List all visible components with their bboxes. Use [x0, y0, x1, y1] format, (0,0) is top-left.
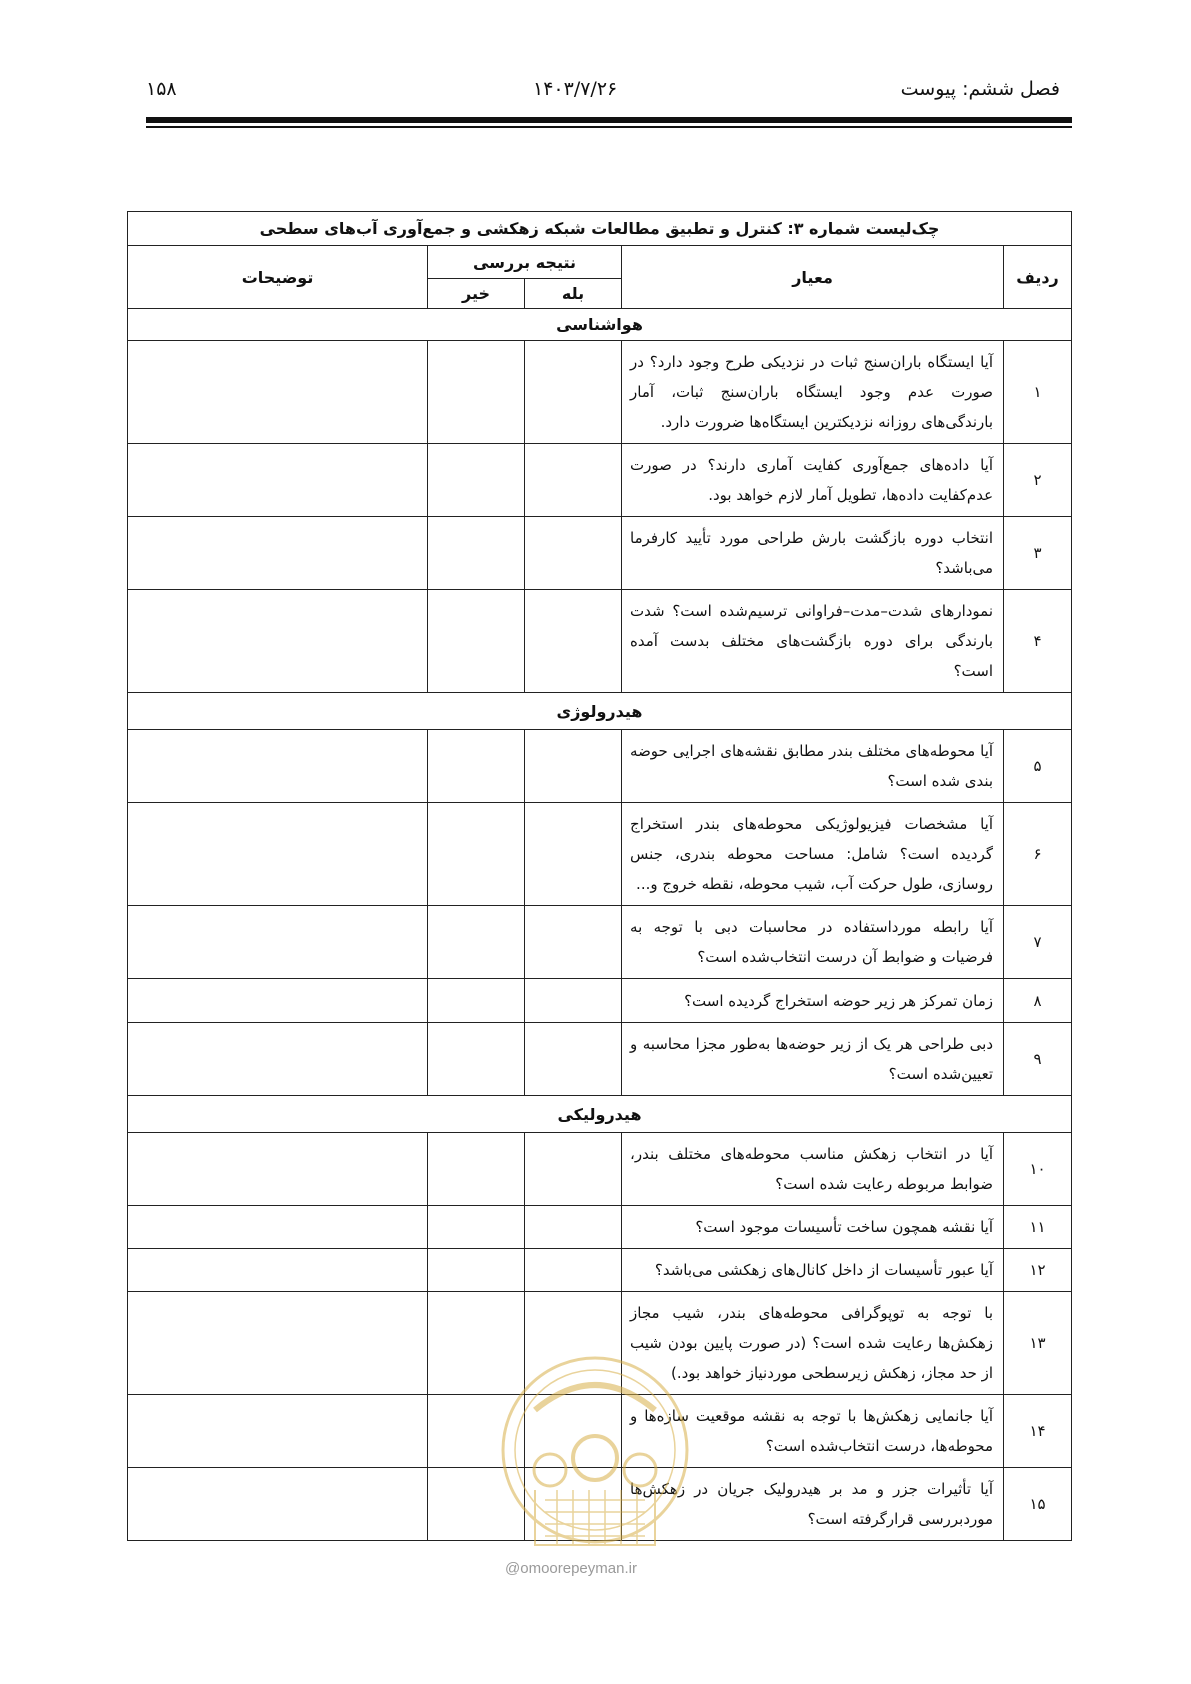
col-header-criteria: معیار — [622, 246, 1004, 309]
notes-cell[interactable] — [128, 590, 428, 693]
checklist-row — [128, 590, 1072, 693]
col-header-notes: توضیحات — [128, 246, 428, 309]
yes-checkbox-cell[interactable] — [525, 590, 622, 693]
page-number: ۱۵۸ — [146, 78, 177, 100]
row-number: ۱۱ — [1004, 1206, 1072, 1249]
page-header — [146, 78, 1060, 108]
notes-cell[interactable] — [128, 1468, 428, 1541]
row-number: ۳ — [1004, 517, 1072, 590]
row-number: ۱۴ — [1004, 1395, 1072, 1468]
header-rule-thin — [146, 126, 1072, 128]
notes-cell[interactable] — [128, 906, 428, 979]
no-checkbox-cell[interactable] — [428, 1206, 525, 1249]
checklist-row — [128, 1249, 1072, 1292]
row-number: ۶ — [1004, 803, 1072, 906]
col-header-result: نتیجه بررسی — [428, 246, 622, 279]
col-header-yes: بله — [525, 279, 622, 309]
notes-cell[interactable] — [128, 1206, 428, 1249]
no-checkbox-cell[interactable] — [428, 1133, 525, 1206]
yes-checkbox-cell[interactable] — [525, 341, 622, 444]
notes-cell[interactable] — [128, 341, 428, 444]
section-title: هیدرولیکی — [128, 1096, 1072, 1133]
section-title: هیدرولوژی — [128, 693, 1072, 730]
notes-cell[interactable] — [128, 1395, 428, 1468]
document-date: ۱۴۰۳/۷/۲۶ — [533, 78, 618, 100]
notes-cell[interactable] — [128, 1023, 428, 1096]
yes-checkbox-cell[interactable] — [525, 730, 622, 803]
checklist-row — [128, 1133, 1072, 1206]
checklist-row — [128, 906, 1072, 979]
criterion-text: آیا داده‌های جمع‌آوری کفایت آماری دارند؟ در صورت عدم‌کفایت داده‌ها، تطویل آمار لازم خواهد بود. — [622, 444, 1004, 517]
checklist-row — [128, 803, 1072, 906]
watermark-url: @omoorepeyman.ir — [505, 1560, 637, 1577]
yes-checkbox-cell[interactable] — [525, 1206, 622, 1249]
no-checkbox-cell[interactable] — [428, 341, 525, 444]
no-checkbox-cell[interactable] — [428, 730, 525, 803]
section-row — [128, 1096, 1072, 1133]
criterion-text: آیا رابطه مورداستفاده در محاسبات دبی با توجه به فرضیات و ضوابط آن درست انتخاب‌شده است؟ — [622, 906, 1004, 979]
watermark-seal — [495, 1340, 695, 1560]
row-number: ۱۳ — [1004, 1292, 1072, 1395]
notes-cell[interactable] — [128, 803, 428, 906]
no-checkbox-cell[interactable] — [428, 444, 525, 517]
no-checkbox-cell[interactable] — [428, 590, 525, 693]
yes-checkbox-cell[interactable] — [525, 1133, 622, 1206]
no-checkbox-cell[interactable] — [428, 803, 525, 906]
notes-cell[interactable] — [128, 517, 428, 590]
notes-cell[interactable] — [128, 979, 428, 1023]
checklist-row — [128, 1206, 1072, 1249]
notes-cell[interactable] — [128, 444, 428, 517]
col-header-no: خیر — [428, 279, 525, 309]
row-number: ۵ — [1004, 730, 1072, 803]
no-checkbox-cell[interactable] — [428, 906, 525, 979]
notes-cell[interactable] — [128, 730, 428, 803]
yes-checkbox-cell[interactable] — [525, 444, 622, 517]
section-title: هواشناسی — [128, 309, 1072, 341]
section-row — [128, 309, 1072, 341]
checklist-row — [128, 444, 1072, 517]
title-row — [128, 212, 1072, 246]
criterion-text: دبی طراحی هر یک از زیر حوضه‌ها به‌طور مجزا محاسبه و تعیین‌شده است؟ — [622, 1023, 1004, 1096]
notes-cell[interactable] — [128, 1133, 428, 1206]
yes-checkbox-cell[interactable] — [525, 979, 622, 1023]
row-number: ۹ — [1004, 1023, 1072, 1096]
notes-cell[interactable] — [128, 1292, 428, 1395]
row-number: ۴ — [1004, 590, 1072, 693]
yes-checkbox-cell[interactable] — [525, 803, 622, 906]
col-header-row-number: ردیف — [1004, 246, 1072, 309]
row-number: ۱۲ — [1004, 1249, 1072, 1292]
header-rule-thick — [146, 117, 1072, 123]
criterion-text: آیا در انتخاب زهکش مناسب محوطه‌های مختلف بندر، ضوابط مربوطه رعایت شده است؟ — [622, 1133, 1004, 1206]
criterion-text: آیا محوطه‌های مختلف بندر مطابق نقشه‌های اجرایی حوضه بندی شده است؟ — [622, 730, 1004, 803]
row-number: ۱۵ — [1004, 1468, 1072, 1541]
criterion-text: زمان تمرکز هر زیر حوضه استخراج گردیده است؟ — [622, 979, 1004, 1023]
section-row — [128, 693, 1072, 730]
column-header-row — [128, 246, 1072, 279]
criterion-text: آیا تأثیرات جزر و مد بر هیدرولیک جریان در زهکش‌ها موردبررسی قرارگرفته است؟ — [622, 1468, 1004, 1541]
checklist-row — [128, 979, 1072, 1023]
row-number: ۱۰ — [1004, 1133, 1072, 1206]
criterion-text: آیا عبور تأسیسات از داخل کانال‌های زهکشی می‌باشد؟ — [622, 1249, 1004, 1292]
criterion-text: آیا مشخصات فیزیولوژیکی محوطه‌های بندر استخراج گردیده است؟ شامل: مساحت محوطه بندری، جنس روسازی، طول حرکت آب، شیب محوطه، نقطه خروج و... — [622, 803, 1004, 906]
no-checkbox-cell[interactable] — [428, 979, 525, 1023]
no-checkbox-cell[interactable] — [428, 1249, 525, 1292]
chapter-title: فصل ششم: پیوست — [900, 78, 1060, 100]
yes-checkbox-cell[interactable] — [525, 517, 622, 590]
criterion-text: انتخاب دوره بازگشت بارش طراحی مورد تأیید کارفرما می‌باشد؟ — [622, 517, 1004, 590]
criterion-text: آیا نقشه همچون ساخت تأسیسات موجود است؟ — [622, 1206, 1004, 1249]
yes-checkbox-cell[interactable] — [525, 1249, 622, 1292]
checklist-row — [128, 730, 1072, 803]
row-number: ۸ — [1004, 979, 1072, 1023]
no-checkbox-cell[interactable] — [428, 1023, 525, 1096]
yes-checkbox-cell[interactable] — [525, 906, 622, 979]
notes-cell[interactable] — [128, 1249, 428, 1292]
criterion-text: نمودارهای شدت–مدت–فراوانی ترسیم‌شده است؟ شدت بارندگی برای دوره بازگشت‌های مختلف بدست آمده است؟ — [622, 590, 1004, 693]
row-number: ۲ — [1004, 444, 1072, 517]
row-number: ۱ — [1004, 341, 1072, 444]
checklist-title: چک‌لیست شماره ۳: کنترل و تطبیق مطالعات شبکه زهکشی و جمع‌آوری آب‌های سطحی — [128, 212, 1072, 246]
criterion-text: آیا ایستگاه باران‌سنج ثبات در نزدیکی طرح وجود دارد؟ در صورت عدم وجود ایستگاه باران‌سنج ثبات، آمار بارندگی‌های روزانه نزدیکترین ایستگاه‌ها ضرورت دارد. — [622, 341, 1004, 444]
row-number: ۷ — [1004, 906, 1072, 979]
checklist-row — [128, 1023, 1072, 1096]
yes-checkbox-cell[interactable] — [525, 1023, 622, 1096]
checklist-row — [128, 341, 1072, 444]
criterion-text: با توجه به توپوگرافی محوطه‌های بندر، شیب مجاز زهکش‌ها رعایت شده است؟ (در صورت پایین بودن شیب از حد مجاز، زهکش زیرسطحی موردنیاز خواهد بود.) — [622, 1292, 1004, 1395]
criterion-text: آیا جانمایی زهکش‌ها با توجه به نقشه موقعیت سازه‌ها و محوطه‌ها، درست انتخاب‌شده است؟ — [622, 1395, 1004, 1468]
no-checkbox-cell[interactable] — [428, 517, 525, 590]
checklist-row — [128, 517, 1072, 590]
